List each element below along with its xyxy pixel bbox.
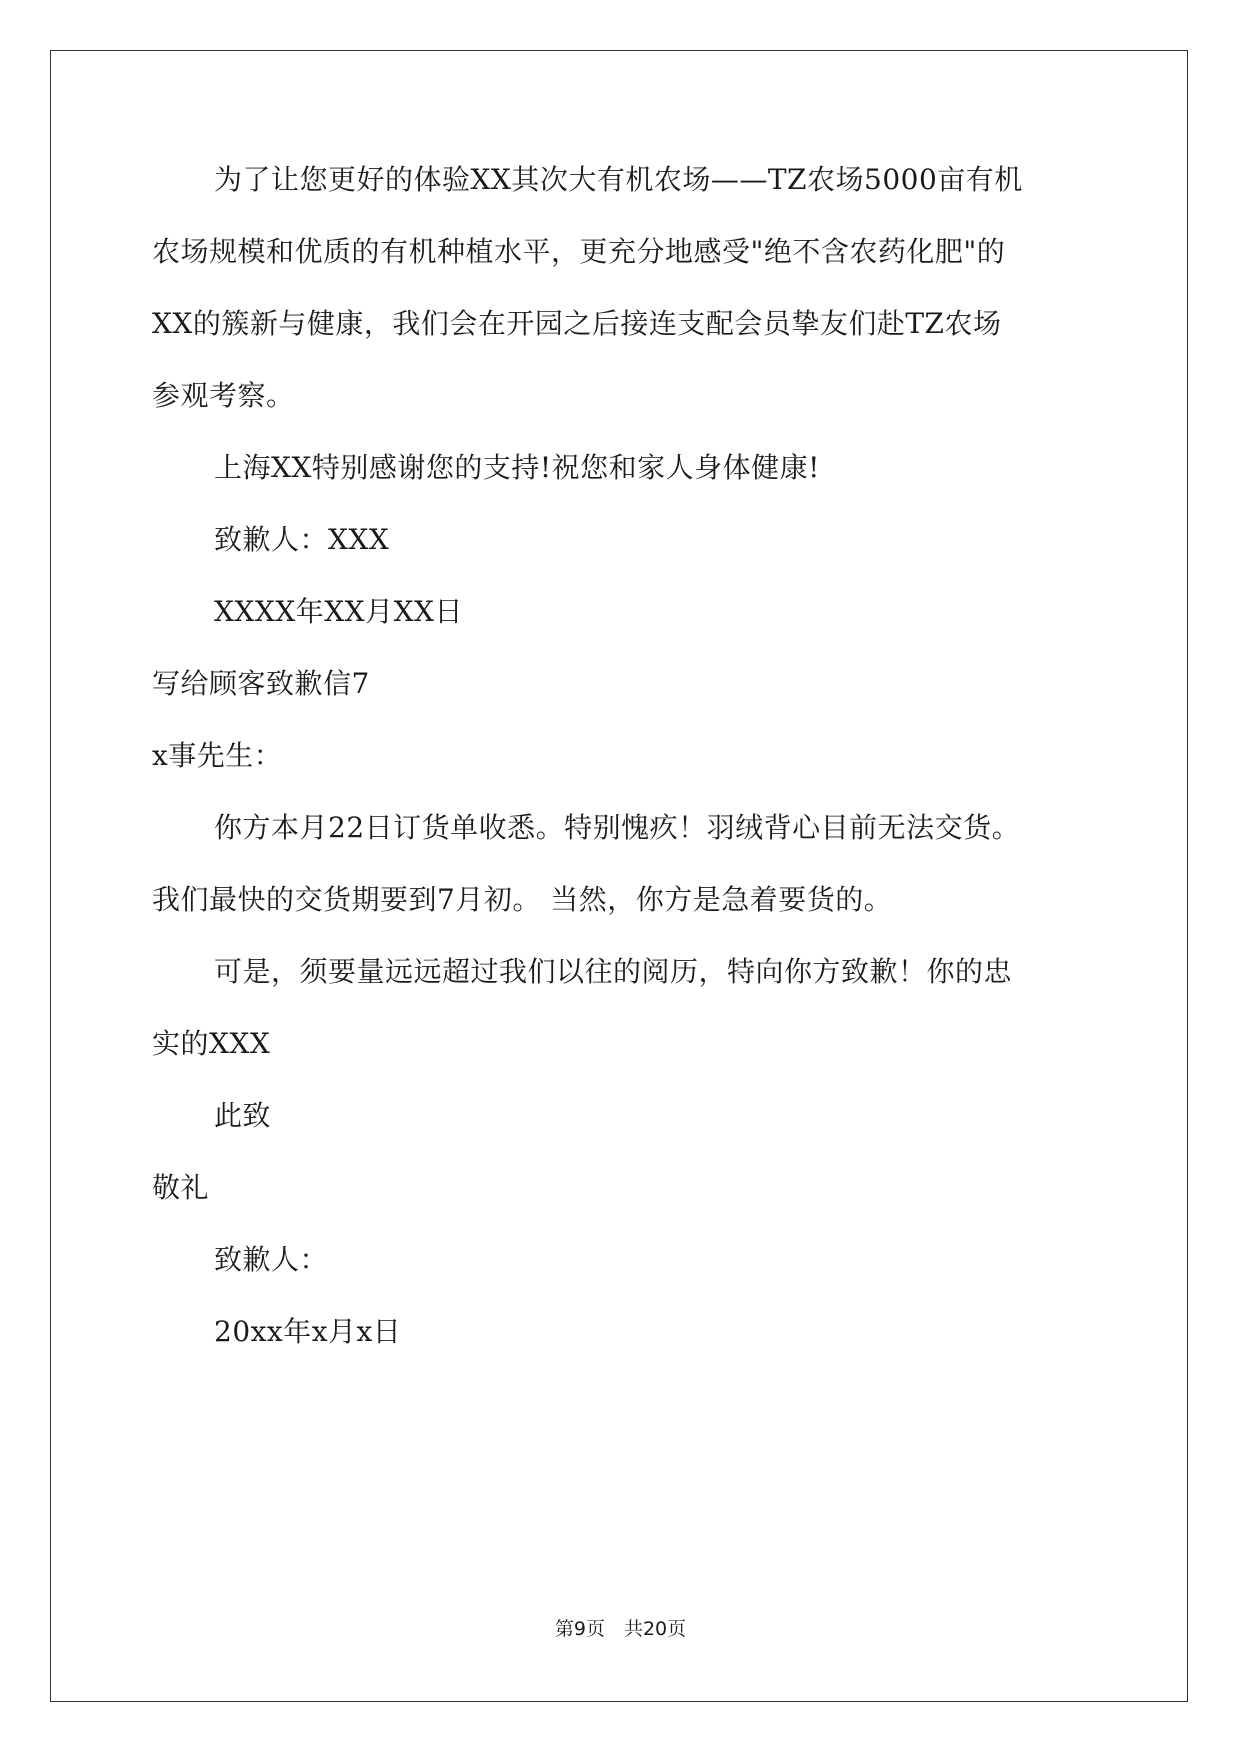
date-line: XXXX年XX月XX日 xyxy=(214,595,463,628)
paragraph-line: 农场规模和优质的有机种植水平，更充分地感受"绝不含农药化肥"的 xyxy=(152,235,1006,268)
section-title: 写给顾客致歉信7 xyxy=(152,667,370,700)
paragraph-line: 我们最快的交货期要到7月初。 当然，你方是急着要货的。 xyxy=(152,883,893,916)
paragraph-line: XX的簇新与健康，我们会在开园之后接连支配会员挚友们赴TZ农场 xyxy=(152,307,1002,340)
page-number: 第9页 共20页 xyxy=(554,1618,687,1640)
paragraph-line: 可是，须要量远远超过我们以往的阅历，特向你方致歉！你的忠 xyxy=(214,955,1013,988)
page-border xyxy=(50,50,1188,1702)
closing-line: 敬礼 xyxy=(152,1171,210,1204)
signature-line: 致歉人： xyxy=(214,1243,329,1276)
signature-line: 致歉人：XXX xyxy=(214,523,390,556)
paragraph-line: 实的XXX xyxy=(152,1027,271,1060)
paragraph-line: 你方本月22日订货单收悉。特别愧疚！羽绒背心目前无法交货。 xyxy=(214,811,1021,844)
date-line: 20xx年x月x日 xyxy=(214,1315,402,1348)
paragraph-line: 为了让您更好的体验XX其次大有机农场——TZ农场5000亩有机 xyxy=(214,163,1023,196)
closing-line: 此致 xyxy=(214,1099,272,1132)
salutation: x事先生： xyxy=(152,739,283,772)
paragraph-line: 参观考察。 xyxy=(152,379,295,412)
thanks-line: 上海XX特别感谢您的支持!祝您和家人身体健康! xyxy=(214,451,820,484)
